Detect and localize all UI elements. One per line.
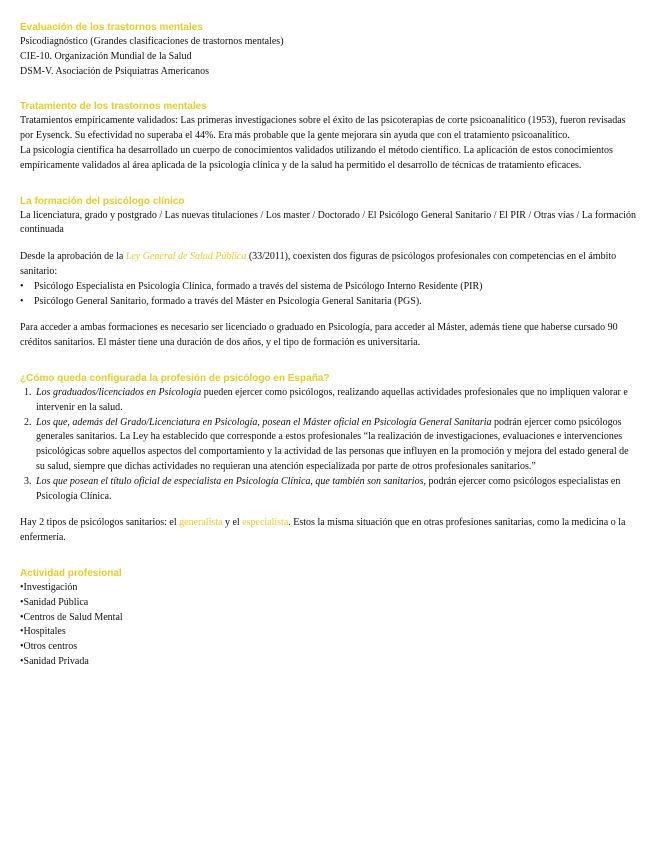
section-tratamiento — [20, 100, 636, 173]
especialista-link[interactable]: especialista — [242, 517, 289, 529]
emphasis: Los que posean el título oficial de especialista en Psicología Clínica, que también son sanitarios — [36, 475, 424, 487]
emphasis: Los que, además del Grado/Licenciatura en Psicología, posean el Máster oficial en Psicología General Sanitaria — [36, 416, 492, 428]
text-span: . Estos la misma situación que en otras profesiones sanitarias, como la medicina o la enfermería. — [20, 517, 626, 544]
ley-general-link[interactable]: Ley General de Salud Pública — [125, 251, 247, 263]
list-item: • Investigación — [20, 581, 636, 596]
generalista-link[interactable]: generalista — [179, 517, 223, 529]
list-item: • Centros de Salud Mental — [20, 611, 636, 626]
text-span: pueden ejercer como psicólogos, realizando aquellas actividades profesionales que no impliquen valorar e intervenir en la salud. — [36, 386, 628, 413]
section-formacion — [20, 195, 636, 351]
text-line: Psicodiagnóstico (Grandes clasificaciones de trastornos mentales) — [20, 36, 284, 47]
list-item: • Hospitales — [20, 625, 636, 640]
section-profesion — [20, 372, 636, 546]
section-heading: Tratamiento de los trastornos mentales — [20, 101, 207, 113]
bullet-list — [20, 280, 636, 310]
text-span: (33/2011), coexisten dos figuras de psicólogos profesionales con competencias en el ámbito sanitario: — [20, 251, 617, 277]
text-line: DSM-V. Asociación de Psiquiatras Americanos — [20, 65, 209, 77]
section-heading: Evaluación de los trastornos mentales — [20, 22, 203, 33]
section-actividad — [20, 567, 636, 670]
paragraph: Tratamientos empíricamente validados: Las primeras investigaciones sobre el éxito de las psicoterapias de corte psicoanalítico (1953), fueron revisadas por Eysenck. Su efectividad no superaba el 44%. Era más probable que la gente mejorara sin ayuda que con el tratamiento psicoanalítico. — [20, 115, 626, 142]
text-span: y el — [222, 517, 243, 529]
text-span: Hay 2 tipos de psicólogos sanitarios: el — [20, 517, 180, 529]
formacion-nav-links[interactable]: La licenciatura, grado y postgrado / Las nuevas titulaciones / Los master / Doctorado / El Psicólogo General Sanitario / El PIR / Otras vías / La formación continuada — [20, 209, 636, 236]
paragraph — [20, 516, 636, 546]
paragraph: La psicología científica ha desarrollado un cuerpo de conocimientos validados utilizando el método científico. La aplicación de estos conocimientos empíricamente validados al área aplicada de la psicología clínica y de la salud ha permitido el desarrollo de técnicas de tratamiento eficaces. — [20, 144, 613, 171]
text-span: podrán ejercer como psicólogos generales sanitarios. La Ley ha establecido que corresponde a estos profesionales “la realización de investigaciones, evaluaciones e intervenciones psicológicas sobre aquellos aspectos del comportamiento y la actividad de las personas que influyen en la promoción y mejora del estado general de su salud, siempre que dichas actividades no requieran una atención especializada por parte de otros profesionales sanitarios.” — [36, 416, 629, 472]
section-heading: ¿Cómo queda configurada la profesión de psicólogo en España? — [20, 372, 330, 384]
list-item: • Sanidad Pública — [20, 596, 636, 611]
paragraph: Para acceder a ambas formaciones es necesario ser licenciado o graduado en Psicología, para acceder al Máster, además tiene que haberse cursado 90 créditos sanitarios. El máster tiene una duración de dos años, y el tipo de formación es universitaria. — [20, 322, 618, 349]
list-item — [34, 386, 636, 416]
section-heading: La formación del psicólogo clínico — [20, 195, 185, 207]
text-span: , podrán ejercer como psicólogos especialistas en Psicología Clínica. — [36, 475, 621, 502]
list-item — [34, 475, 636, 505]
list-item: • Psicólogo Especialista en Psicología Clínica, formado a través del sistema de Psicólogo Interno Residente (PIR) — [20, 280, 636, 295]
section-heading: Actividad profesional — [20, 567, 122, 579]
list-item — [34, 416, 636, 475]
section-evaluacion — [20, 21, 636, 79]
list-item: • Otros centros — [20, 640, 636, 655]
text-line: CIE-10. Organización Mundial de la Salud — [20, 50, 192, 62]
paragraph — [20, 250, 636, 280]
list-item: • Sanidad Privada — [20, 655, 636, 670]
emphasis: Los graduados/licenciados en Psicología — [36, 386, 202, 398]
list-item: • Psicólogo General Sanitario, formado a través del Máster en Psicología General Sanitaria (PGS). — [20, 295, 636, 310]
text-span: Desde la aprobación de la — [20, 251, 126, 263]
numbered-list — [20, 386, 636, 504]
